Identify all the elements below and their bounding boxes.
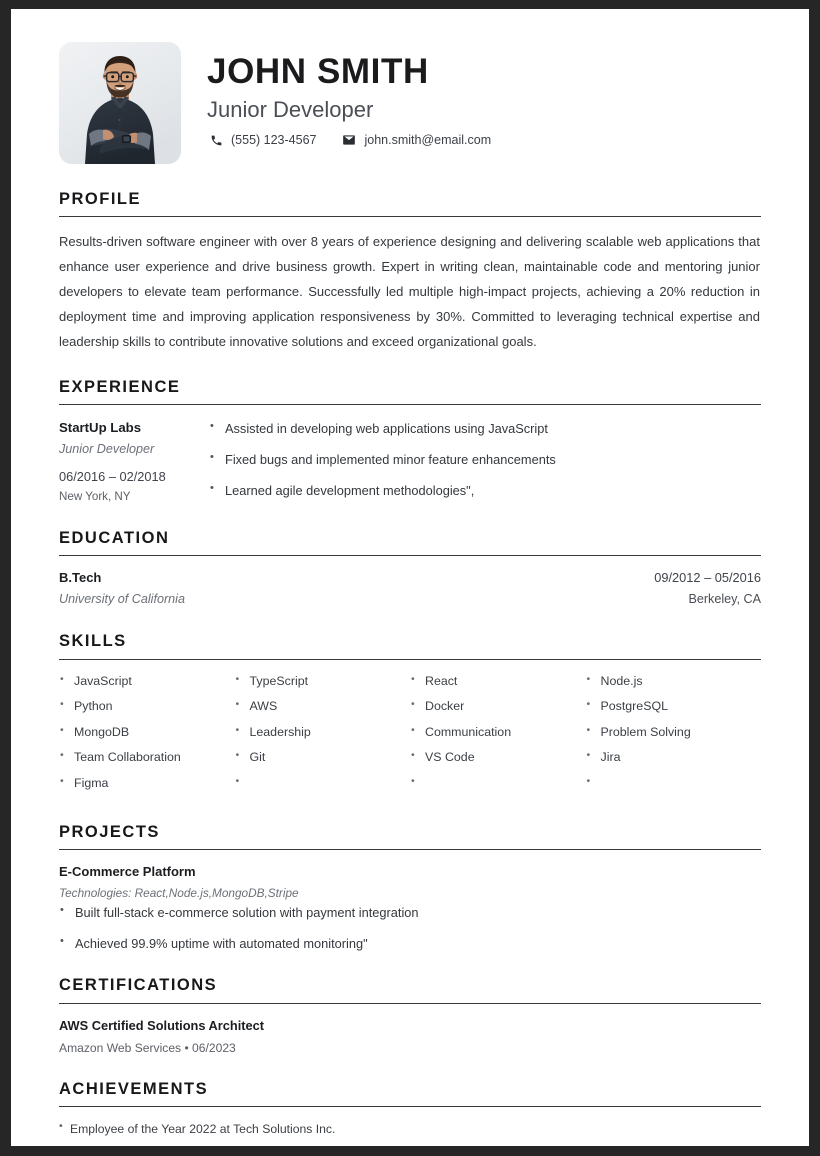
- section-title-experience: EXPERIENCE: [59, 377, 181, 396]
- section-title-achievements: ACHIEVEMENTS: [59, 1080, 209, 1099]
- envelope-icon: [342, 133, 356, 147]
- skill-item: • Leadership: [235, 724, 411, 750]
- education-entry: [59, 569, 761, 610]
- section-title-projects: PROJECTS: [59, 823, 160, 842]
- education-right: [654, 569, 761, 609]
- skill-item: • MongoDB: [59, 724, 235, 750]
- list-item: • Built full-stack e-commerce solution with payment integration: [59, 903, 761, 922]
- skill-item: • Communication: [410, 724, 586, 750]
- skill-item: • JavaScript: [59, 673, 235, 699]
- education-dates: 09/2012 – 05/2016: [654, 569, 761, 585]
- experience-dates: 06/2016 – 02/2018: [59, 469, 166, 485]
- skill-item: • PostgreSQL: [586, 698, 762, 724]
- section-divider: [59, 216, 761, 217]
- education-degree: B.Tech: [59, 569, 102, 585]
- project-entry: [59, 863, 761, 953]
- skill-item: • Figma: [59, 775, 235, 801]
- profile-photo-illustration: [59, 42, 181, 164]
- profile-photo: [59, 42, 181, 164]
- education-location: Berkeley, CA: [688, 592, 761, 607]
- skill-item: • Problem Solving: [586, 724, 762, 750]
- experience-meta: [59, 418, 209, 505]
- section-divider: [59, 659, 761, 660]
- experience-organization: StartUp Labs: [59, 420, 142, 436]
- skill-item: • Python: [59, 698, 235, 724]
- skill-item: • Jira: [586, 749, 762, 775]
- skill-item: • React: [410, 673, 586, 699]
- section-profile: [59, 190, 761, 355]
- section-projects: [59, 823, 761, 953]
- experience-entry: [59, 418, 761, 505]
- section-skills: [59, 632, 761, 800]
- section-experience: [59, 378, 761, 506]
- skill-item: • Team Collaboration: [59, 749, 235, 775]
- achievements-list: [59, 1120, 761, 1138]
- contact-phone[interactable]: [210, 133, 316, 147]
- candidate-name: JOHN SMITH: [207, 52, 429, 91]
- contact-email[interactable]: [342, 133, 491, 147]
- header-text-block: [207, 42, 491, 147]
- section-title-education: EDUCATION: [59, 528, 170, 547]
- list-item: • Learned agile development methodologies",: [209, 481, 761, 500]
- project-technologies: Technologies: React,Node.js,MongoDB,Stripe: [59, 886, 299, 901]
- skill-spacer: [410, 775, 586, 801]
- list-item: • Employee of the Year 2022 at Tech Solutions Inc.: [59, 1120, 761, 1138]
- candidate-title: Junior Developer: [207, 97, 374, 123]
- project-bullet-list: [59, 903, 761, 953]
- certification-meta: Amazon Web Services • 06/2023: [59, 1041, 236, 1056]
- section-title-certifications: CERTIFICATIONS: [59, 976, 218, 995]
- list-item: • Fixed bugs and implemented minor feature enhancements: [209, 450, 761, 469]
- experience-role: Junior Developer: [59, 441, 155, 456]
- email-value: john.smith@email.com: [364, 133, 492, 148]
- contact-row: [207, 133, 491, 147]
- resume-header: [59, 33, 761, 164]
- skill-item: • TypeScript: [235, 673, 411, 699]
- experience-bullet-list: [209, 419, 761, 501]
- skill-item: • Node.js: [586, 673, 762, 699]
- section-education: [59, 529, 761, 610]
- section-certifications: [59, 976, 761, 1057]
- skills-grid: [59, 673, 761, 801]
- phone-value: (555) 123-4567: [231, 133, 317, 148]
- section-title-skills: SKILLS: [59, 632, 127, 651]
- section-divider: [59, 1003, 761, 1004]
- list-item: • Achieved 99.9% uptime with automated monitoring": [59, 934, 761, 953]
- education-school: University of California: [59, 592, 185, 607]
- section-divider: [59, 404, 761, 405]
- section-title-profile: PROFILE: [59, 190, 142, 208]
- skill-spacer: [586, 775, 762, 801]
- section-achievements: [59, 1080, 761, 1138]
- experience-location: New York, NY: [59, 490, 131, 504]
- skill-item: • AWS: [235, 698, 411, 724]
- profile-summary-text: Results-driven software engineer with over 8 years of experience designing and delivering scalable web applications that enhance user experience and drive business growth. Expert in writing clean, maintainable code and mentoring junior developers to elevate team performance. Successfully led multiple high-impact projects, achieving a 20% reduction in deployment time and improving application responsiveness by 30%. Committed to leveraging technical expertise and leadership skills to contribute innovative solutions and exceed organizational goals.: [59, 234, 760, 349]
- project-name: E-Commerce Platform: [59, 864, 196, 880]
- education-left: [59, 569, 185, 610]
- certification-name: AWS Certified Solutions Architect: [59, 1017, 265, 1033]
- section-divider: [59, 555, 761, 556]
- resume-page: [11, 9, 809, 1146]
- certification-entry: [59, 1017, 761, 1058]
- list-item: • Assisted in developing web applications using JavaScript: [209, 419, 761, 438]
- skill-item: • VS Code: [410, 749, 586, 775]
- section-divider: [59, 1106, 761, 1107]
- section-divider: [59, 849, 761, 850]
- skill-item: • Docker: [410, 698, 586, 724]
- phone-icon: [210, 134, 223, 147]
- experience-details: [209, 418, 761, 501]
- skill-spacer: [235, 775, 411, 801]
- skill-item: • Git: [235, 749, 411, 775]
